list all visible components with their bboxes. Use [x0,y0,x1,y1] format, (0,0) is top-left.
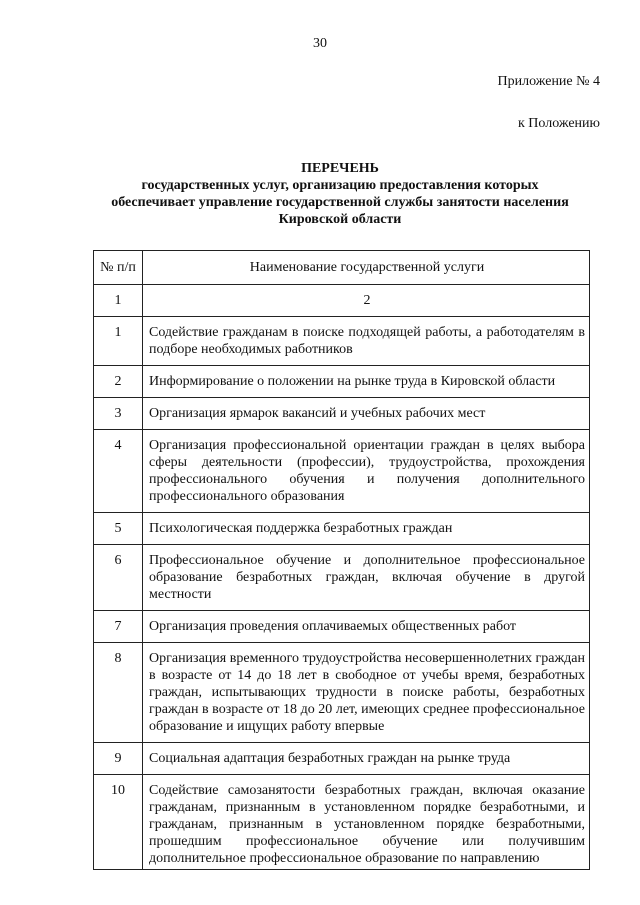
header-num: № п/п [94,251,143,285]
header-name: Наименование государственной услуги [143,251,590,285]
table-row [94,643,590,743]
row-num: 2 [94,366,143,398]
row-num: 7 [94,611,143,643]
row-name: Организация профессиональной ориентации граждан в целях выбора сферы деятельности (профессии), трудоустройства, прохождения профессионального обучения и получения дополнительного профессионального образования [143,430,590,513]
table-row [94,545,590,611]
heading-line-2: обеспечивает управление государственной службы занятости населения [111,195,569,210]
row-name: Профессиональное обучение и дополнительное профессиональное образование безработных граждан, включая обучение в другой местности [143,545,590,611]
table-row [94,513,590,545]
row-name: Организация проведения оплачиваемых общественных работ [143,611,590,643]
document-heading [90,160,590,228]
table-row [94,366,590,398]
heading-line-1: государственных услуг, организацию предоставления которых [141,178,539,193]
row-num: 8 [94,643,143,743]
row-num: 1 [94,317,143,366]
table-index-row [94,285,590,317]
row-num: 5 [94,513,143,545]
services-table [93,250,590,870]
row-name: Социальная адаптация безработных граждан на рынке труда [143,743,590,775]
row-name: Организация ярмарок вакансий и учебных рабочих мест [143,398,590,430]
row-name: Содействие самозанятости безработных граждан, включая оказание гражданам, признанным в установленном порядке безработными, и гражданам, признанным в установленном порядке безработными, прошедшим профессиональное обучение или получившим дополнительное профессиональное образование по направлению [143,775,590,870]
row-name: Психологическая поддержка безработных граждан [143,513,590,545]
row-name: Содействие гражданам в поиске подходящей работы, а работодателям в подборе необходимых работников [143,317,590,366]
row-num: 10 [94,775,143,870]
table-row [94,430,590,513]
row-num: 3 [94,398,143,430]
table-header-row [94,251,590,285]
row-num: 6 [94,545,143,611]
appendix-reference: к Положению [517,116,600,131]
row-num: 4 [94,430,143,513]
row-num: 9 [94,743,143,775]
table-row [94,317,590,366]
appendix-label: Приложение № 4 [497,74,600,89]
table-row [94,775,590,870]
page-number: 30 [313,36,327,51]
table-row [94,611,590,643]
row-name: Организация временного трудоустройства несовершеннолетних граждан в возрасте от 14 до 18 лет в свободное от учебы время, безработных граждан, испытывающих трудности в поиске работы, безработных граждан в возрасте от 18 до 20 лет, имеющих среднее профессиональное образование и ищущих работу впервые [143,643,590,743]
table-row [94,398,590,430]
table-row [94,743,590,775]
heading-title: ПЕРЕЧЕНЬ [301,161,379,176]
index-num: 1 [94,285,143,317]
heading-line-3: Кировской области [278,212,402,227]
index-name: 2 [143,285,590,317]
row-name: Информирование о положении на рынке труда в Кировской области [143,366,590,398]
